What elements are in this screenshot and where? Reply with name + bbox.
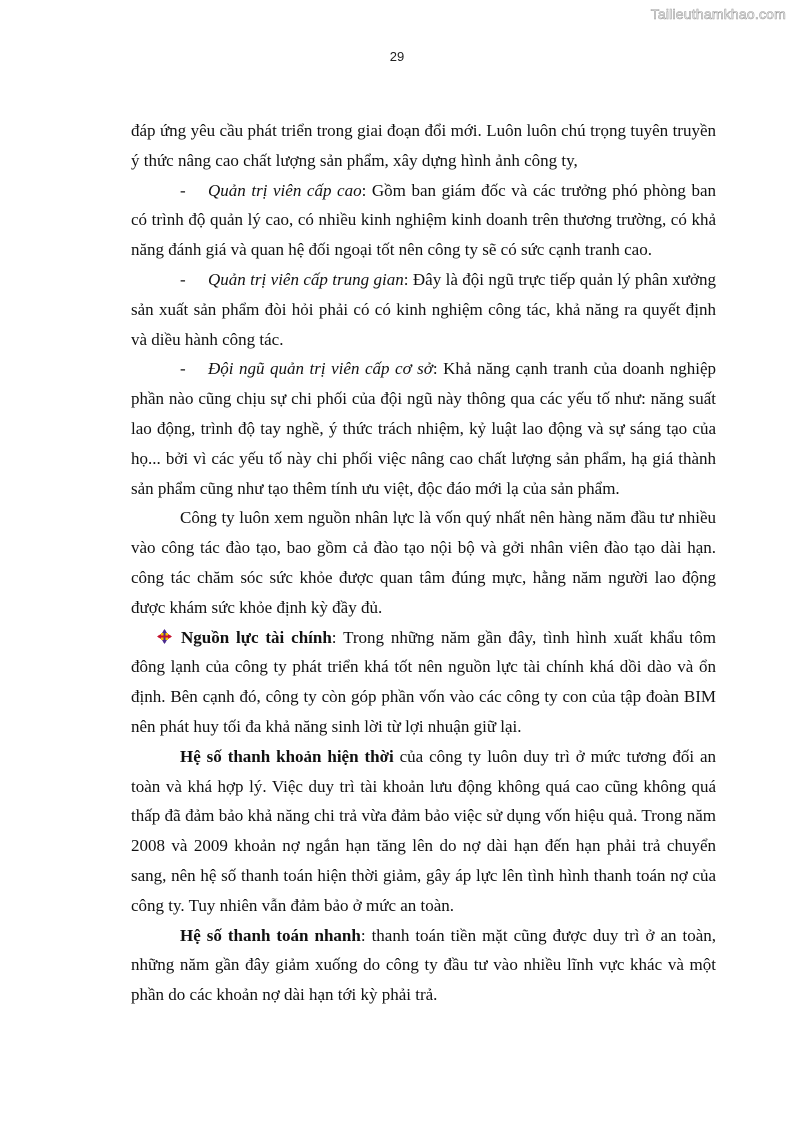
term-middle-managers: Quản trị viên cấp trung gian <box>208 269 404 289</box>
term-quick-ratio: Hệ số thanh toán nhanh <box>180 925 361 945</box>
document-body <box>131 116 716 1010</box>
quick-ratio-text: : thanh toán tiền mặt cũng được duy trì ở an toàn, những năm gần đây giảm xuống do công ty đầu tư vào nhiều lĩnh vực khác và một phần do các khoản nợ dài hạn tới kỳ phải trả. <box>131 925 717 1005</box>
term-base-managers: Đội ngũ quản trị viên cấp cơ sở <box>208 359 433 379</box>
current-ratio-text: của công ty luôn duy trì ở mức tương đối an toàn và khá hợp lý. Việc duy trì tài khoản lưu động không quá cao cũng không quá thấp đã đảm bảo khả năng chi trả vừa đảm bảo việc sử dụng vốn hiệu quả. Trong năm 2008 và 2009 khoản nợ ngắn hạn tăng lên do nợ dài hạn đến hạn phải trả chuyển sang, nên hệ số thanh toán hiện thời giảm, gây áp lực lên tình hình thanh toán nợ của công ty. Tuy nhiên vẫn đảm bảo ở mức an toàn. <box>131 746 717 915</box>
paragraph-intro: đáp ứng yêu cầu phát triển trong giai đoạn đổi mới. Luôn luôn chú trọng tuyên truyền ý thức nâng cao chất lượng sản phẩm, xây dựng hình ảnh công ty, <box>131 121 716 170</box>
paragraph-human-resources: Công ty luôn xem nguồn nhân lực là vốn quý nhất nên hàng năm đầu tư nhiều vào công tác đào tạo, bao gồm cả đào tạo nội bộ và gởi nhân viên đào tạo dài hạn. công tác chăm sóc sức khỏe được quan tâm đúng mực, hằng năm người lao động được khám sức khỏe định kỳ đầy đủ. <box>131 508 716 617</box>
watermark: Tailieuthamkhao.com <box>650 6 786 22</box>
term-financial-resources: Nguồn lực tài chính <box>181 627 332 647</box>
senior-managers-text: : Gồm ban giám đốc và các trưởng phó phòng ban có trình độ quản lý cao, có nhiều kinh nghiệm kinh doanh trên thương trường, có khả năng đánh giá và quan hệ đối ngoại tốt nên công ty sẽ có sức cạnh tranh cao. <box>131 180 717 260</box>
list-dash: - <box>180 180 186 200</box>
list-dash: - <box>180 359 186 379</box>
paragraph-current-ratio <box>131 742 716 921</box>
middle-managers-text: : Đây là đội ngũ trực tiếp quản lý phân xưởng sản xuất sản phẩm đòi hỏi phải có có kinh nghiệm công tác, khả năng ra quyết định và diều hành công tác. <box>131 269 716 349</box>
paragraph-base-managers <box>131 354 716 503</box>
list-dash: - <box>180 269 186 289</box>
term-current-ratio: Hệ số thanh khoản hiện thời <box>180 746 394 766</box>
paragraph-quick-ratio <box>131 921 716 1010</box>
term-senior-managers: Quản trị viên cấp cao <box>208 180 362 200</box>
four-arrows-bullet-icon <box>157 629 172 644</box>
financial-resources-text: : Trong những năm gần đây, tình hình xuất khẩu tôm đông lạnh của công ty phát triển khá tốt nên nguồn lực tài chính khá dồi dào và ổn định. Bên cạnh đó, công ty còn góp phần vốn vào các công ty con của tập đoàn BIM nên phát huy tối đa khả năng sinh lời từ lợi nhuận giữ lại. <box>131 627 716 736</box>
paragraph-financial-resources <box>131 623 716 742</box>
paragraph-middle-managers <box>131 265 716 354</box>
paragraph-senior-managers <box>131 176 716 265</box>
base-managers-text: : Khả năng cạnh tranh của doanh nghiệp phần nào cũng chịu sự chi phối của đội ngũ này thông qua các yếu tố như: năng suất lao động, trình độ tay nghề, ý thức trách nhiệm, kỷ luật lao động và sự sáng tạo của họ... bởi vì các yếu tố này chi phối việc nâng cao chất lượng sản phẩm, hạ giá thành sản phẩm cũng như tạo thêm tính ưu việt, độc đáo mới lạ của sản phẩm. <box>131 359 716 498</box>
page-number: 29 <box>389 49 405 64</box>
